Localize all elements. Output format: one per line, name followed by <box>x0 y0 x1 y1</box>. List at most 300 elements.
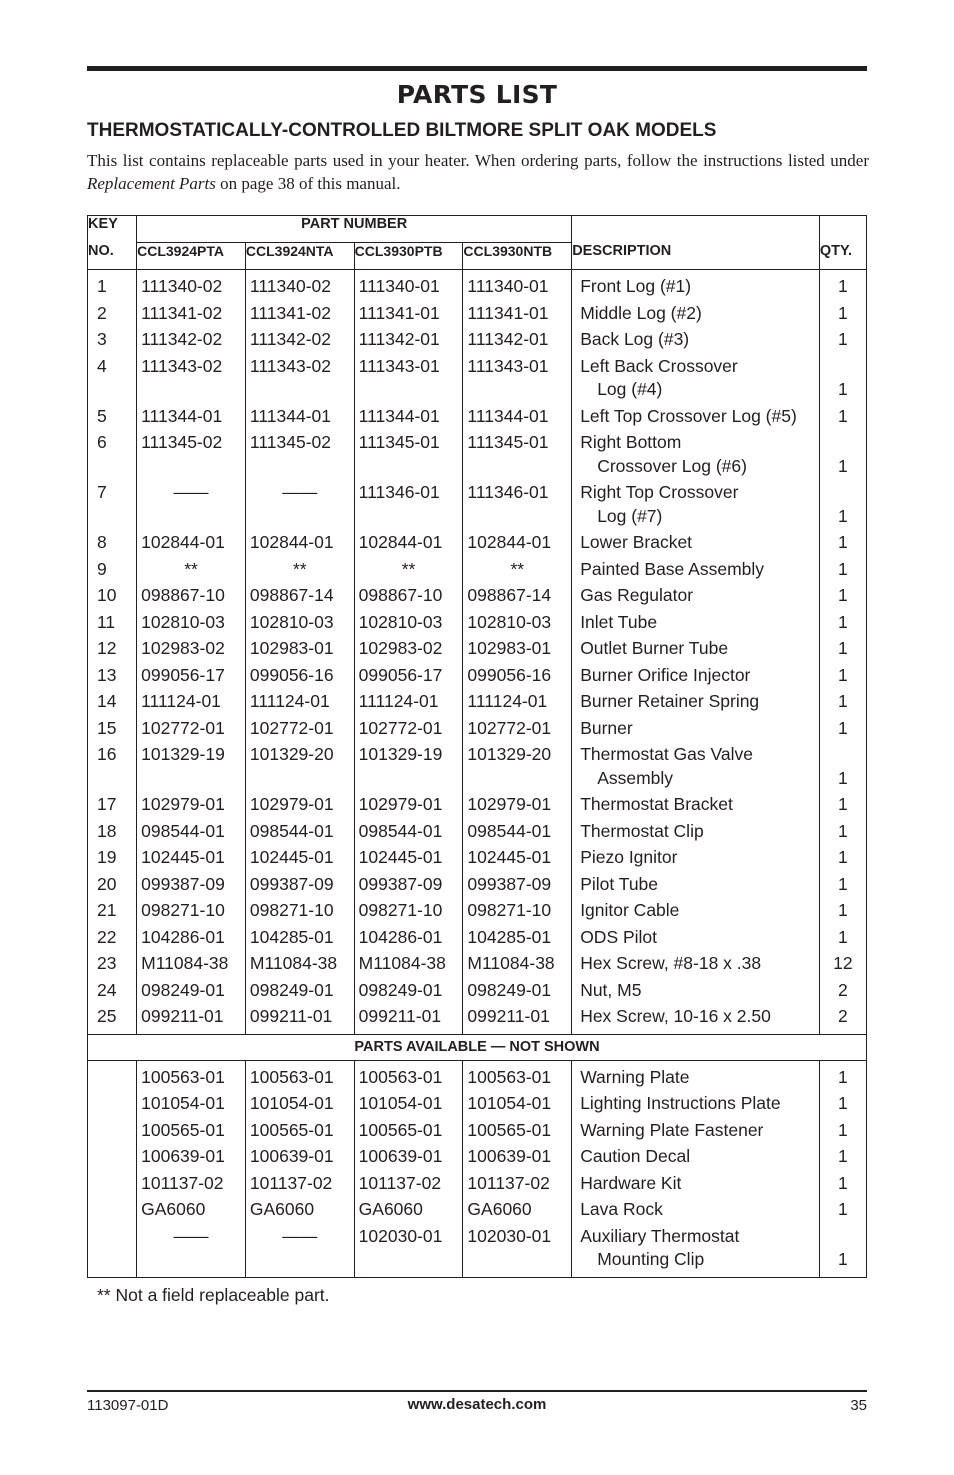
key-number-cell: 2 <box>88 300 137 327</box>
part-number-cell: M11084-38 <box>463 951 572 978</box>
table-row <box>88 1197 867 1224</box>
part-number-cell: 101329-20 <box>463 742 572 792</box>
part-number-cell: 102983-02 <box>354 636 463 663</box>
description-line: Ignitor Cable <box>580 900 680 920</box>
part-number-cell: 102844-01 <box>137 530 246 557</box>
table-row <box>88 583 867 610</box>
description-cell <box>572 1060 820 1091</box>
quantity-cell: 1 <box>819 792 866 819</box>
qty-header: QTY. <box>819 243 866 270</box>
quantity-cell: 1 <box>819 353 866 403</box>
part-number-cell: 111342-02 <box>245 327 354 354</box>
part-number-cell: GA6060 <box>137 1197 246 1224</box>
part-number-cell: 102445-01 <box>245 845 354 872</box>
key-number-cell: 1 <box>88 270 137 301</box>
part-number-cell: 102844-01 <box>245 530 354 557</box>
key-number-cell: 5 <box>88 403 137 430</box>
description-cell <box>572 556 820 583</box>
part-number-cell: 104285-01 <box>463 924 572 951</box>
part-number-cell: 100563-01 <box>137 1060 246 1091</box>
part-number-cell: 111340-01 <box>463 270 572 301</box>
table-row <box>88 951 867 978</box>
key-number-cell: 14 <box>88 689 137 716</box>
part-number-cell: 098249-01 <box>463 977 572 1004</box>
key-number-cell: 11 <box>88 609 137 636</box>
part-number-cell: ** <box>137 556 246 583</box>
description-line: Warning Plate <box>580 1066 690 1087</box>
description-line: Lighting Instructions Plate <box>580 1093 781 1113</box>
key-number-cell: 13 <box>88 662 137 689</box>
description-cell <box>572 1197 820 1224</box>
quantity-cell: 1 <box>819 403 866 430</box>
part-number-cell: —— <box>137 1223 246 1277</box>
part-number-cell: 111124-01 <box>463 689 572 716</box>
quantity-cell: 1 <box>819 1197 866 1224</box>
table-row <box>88 480 867 530</box>
part-number-cell: 111342-02 <box>137 327 246 354</box>
table-row <box>88 792 867 819</box>
description-line: Hardware Kit <box>580 1172 682 1193</box>
description-cell <box>572 480 820 530</box>
key-number-cell <box>88 1197 137 1224</box>
table-row <box>88 977 867 1004</box>
part-number-cell: 111345-02 <box>245 430 354 480</box>
part-number-cell: 111345-01 <box>354 430 463 480</box>
quantity-cell: 2 <box>819 1004 866 1035</box>
part-number-cell: 104285-01 <box>245 924 354 951</box>
quantity-cell: 1 <box>819 430 866 480</box>
part-number-cell: 098544-01 <box>137 818 246 845</box>
part-number-cell: 099211-01 <box>463 1004 572 1035</box>
table-row <box>88 353 867 403</box>
model-header: CCL3924PTA <box>137 243 246 270</box>
quantity-cell: 1 <box>819 270 866 301</box>
description-cell <box>572 403 820 430</box>
key-number-cell: 21 <box>88 898 137 925</box>
description-cell <box>572 951 820 978</box>
table-row <box>88 1223 867 1277</box>
table-row <box>88 530 867 557</box>
part-number-cell: 100563-01 <box>245 1060 354 1091</box>
part-number-cell: 111342-01 <box>354 327 463 354</box>
key-number-cell: 17 <box>88 792 137 819</box>
footnote: ** Not a field replaceable part. <box>97 1285 330 1305</box>
part-number-cell: 098867-10 <box>137 583 246 610</box>
key-number-cell <box>88 1170 137 1197</box>
key-number-cell: 10 <box>88 583 137 610</box>
not-shown-section-label: PARTS AVAILABLE — NOT SHOWN <box>88 1034 867 1060</box>
part-number-cell: 098867-14 <box>245 583 354 610</box>
quantity-cell: 1 <box>819 530 866 557</box>
table-row <box>88 403 867 430</box>
quantity-cell: 1 <box>819 715 866 742</box>
part-number-cell: M11084-38 <box>245 951 354 978</box>
table-row <box>88 1144 867 1171</box>
quantity-cell: 1 <box>819 1091 866 1118</box>
part-number-cell: 111342-01 <box>463 327 572 354</box>
part-number-cell: 111346-01 <box>354 480 463 530</box>
part-number-cell: 102810-03 <box>137 609 246 636</box>
key-number-cell <box>88 1060 137 1091</box>
part-number-cell: 101329-19 <box>354 742 463 792</box>
quantity-cell: 1 <box>819 662 866 689</box>
description-cell <box>572 977 820 1004</box>
key-number-cell: 19 <box>88 845 137 872</box>
part-number-cell: 111341-01 <box>463 300 572 327</box>
description-line: Left Back Crossover <box>580 355 738 376</box>
description-line: Inlet Tube <box>580 611 658 632</box>
part-number-cell: 100639-01 <box>354 1144 463 1171</box>
part-number-cell: 100563-01 <box>354 1060 463 1091</box>
description-cell <box>572 742 820 792</box>
part-number-cell: 102030-01 <box>463 1223 572 1277</box>
key-number-cell: 6 <box>88 430 137 480</box>
table-row <box>88 662 867 689</box>
part-number-cell: 100639-01 <box>245 1144 354 1171</box>
part-number-cell: —— <box>137 480 246 530</box>
part-number-cell: 098544-01 <box>245 818 354 845</box>
description-line: Back Log (#3) <box>580 329 690 349</box>
part-number-cell: 111344-01 <box>354 403 463 430</box>
key-number-cell: 24 <box>88 977 137 1004</box>
part-number-cell: ** <box>245 556 354 583</box>
description-line: Thermostat Clip <box>580 820 704 841</box>
description-line: Left Top Crossover Log (#5) <box>580 405 797 426</box>
description-line: Right Top Crossover <box>580 482 739 502</box>
description-header-top <box>572 216 820 243</box>
model-header: CCL3930NTB <box>463 243 572 270</box>
table-row <box>88 1004 867 1035</box>
quantity-cell: 1 <box>819 556 866 583</box>
description-line: Piezo Ignitor <box>580 847 678 867</box>
part-number-cell: 102772-01 <box>354 715 463 742</box>
description-cell <box>572 327 820 354</box>
part-number-cell: 098271-10 <box>245 898 354 925</box>
key-number-cell: 16 <box>88 742 137 792</box>
key-number-cell: 4 <box>88 353 137 403</box>
key-number-cell: 7 <box>88 480 137 530</box>
part-number-cell: 101137-02 <box>354 1170 463 1197</box>
page-number: 35 <box>850 1397 867 1414</box>
part-number-cell: 098271-10 <box>463 898 572 925</box>
model-header: CCL3930PTB <box>354 243 463 270</box>
part-number-cell: ** <box>463 556 572 583</box>
description-cell <box>572 1091 820 1118</box>
intro-text-end: on page 38 of this manual. <box>215 174 401 193</box>
quantity-cell: 1 <box>819 609 866 636</box>
not-shown-rows <box>88 1060 867 1277</box>
part-number-cell: 111345-01 <box>463 430 572 480</box>
part-number-cell: 099211-01 <box>354 1004 463 1035</box>
website-link[interactable]: www.desatech.com <box>407 1396 547 1413</box>
description-cell <box>572 792 820 819</box>
quantity-cell: 1 <box>819 689 866 716</box>
part-number-cell: 101137-02 <box>245 1170 354 1197</box>
top-rule <box>87 66 867 71</box>
part-number-cell: 102810-03 <box>354 609 463 636</box>
part-number-cell: M11084-38 <box>137 951 246 978</box>
key-header: KEY <box>88 216 137 243</box>
part-number-cell: 111340-02 <box>137 270 246 301</box>
part-number-cell: 102772-01 <box>137 715 246 742</box>
part-number-cell: 111344-01 <box>245 403 354 430</box>
description-line: Pilot Tube <box>580 873 659 894</box>
part-number-cell: M11084-38 <box>354 951 463 978</box>
quantity-cell: 1 <box>819 327 866 354</box>
part-number-cell: 111345-02 <box>137 430 246 480</box>
part-number-cell: 099387-09 <box>354 871 463 898</box>
quantity-cell: 1 <box>819 845 866 872</box>
description-line: Thermostat Bracket <box>580 794 733 814</box>
part-number-cell: 099387-09 <box>463 871 572 898</box>
part-number-cell: 111124-01 <box>354 689 463 716</box>
part-number-cell: 098271-10 <box>137 898 246 925</box>
description-line: Hex Screw, 10-16 x 2.50 <box>580 1006 771 1026</box>
part-number-cell: 104286-01 <box>137 924 246 951</box>
part-number-cell: 102979-01 <box>463 792 572 819</box>
description-line: Front Log (#1) <box>580 276 692 296</box>
key-number-cell: 15 <box>88 715 137 742</box>
description-line: Caution Decal <box>580 1146 691 1166</box>
description-line: Log (#7) <box>597 505 663 526</box>
section-subtitle: THERMOSTATICALLY-CONTROLLED BILTMORE SPLIT OAK MODELS <box>87 120 717 141</box>
description-line: ODS Pilot <box>580 926 658 947</box>
part-number-cell: 102445-01 <box>354 845 463 872</box>
table-row <box>88 689 867 716</box>
description-line: Lower Bracket <box>580 532 693 552</box>
description-cell <box>572 818 820 845</box>
quantity-cell: 1 <box>819 636 866 663</box>
quantity-cell: 1 <box>819 1060 866 1091</box>
part-number-cell: 099387-09 <box>137 871 246 898</box>
key-number-cell <box>88 1144 137 1171</box>
qty-header-top <box>819 216 866 243</box>
part-number-cell: 102979-01 <box>354 792 463 819</box>
description-line: Burner <box>580 717 633 738</box>
parts-table <box>87 215 867 1278</box>
part-number-cell: 100565-01 <box>354 1117 463 1144</box>
part-number-cell: 111341-01 <box>354 300 463 327</box>
quantity-cell: 2 <box>819 977 866 1004</box>
part-number-cell: 111343-01 <box>354 353 463 403</box>
table-row <box>88 1170 867 1197</box>
part-number-cell: 100563-01 <box>463 1060 572 1091</box>
part-number-cell: 102844-01 <box>354 530 463 557</box>
part-number-cell: 102979-01 <box>245 792 354 819</box>
key-number-cell <box>88 1223 137 1277</box>
description-cell <box>572 871 820 898</box>
part-number-cell: 100639-01 <box>463 1144 572 1171</box>
intro-link-text: Replacement Parts <box>87 174 216 193</box>
table-row <box>88 871 867 898</box>
quantity-cell: 1 <box>819 1170 866 1197</box>
part-number-cell: 102979-01 <box>137 792 246 819</box>
key-number-cell: 20 <box>88 871 137 898</box>
part-number-cell: 101054-01 <box>354 1091 463 1118</box>
table-row <box>88 924 867 951</box>
part-number-cell: 100639-01 <box>137 1144 246 1171</box>
description-cell <box>572 636 820 663</box>
table-row <box>88 818 867 845</box>
quantity-cell: 1 <box>819 742 866 792</box>
part-number-cell: 111343-02 <box>137 353 246 403</box>
part-number-cell: 102445-01 <box>137 845 246 872</box>
part-number-cell: GA6060 <box>354 1197 463 1224</box>
quantity-cell: 1 <box>819 871 866 898</box>
key-number-cell: 22 <box>88 924 137 951</box>
part-number-cell: 102810-03 <box>463 609 572 636</box>
table-row <box>88 715 867 742</box>
part-number-cell: 111340-01 <box>354 270 463 301</box>
table-row <box>88 300 867 327</box>
part-number-cell: 098544-01 <box>354 818 463 845</box>
part-number-cell: 111343-01 <box>463 353 572 403</box>
part-number-cell: 102983-01 <box>463 636 572 663</box>
part-number-cell: 102983-01 <box>245 636 354 663</box>
description-cell <box>572 300 820 327</box>
description-line: Middle Log (#2) <box>580 302 702 323</box>
description-cell <box>572 898 820 925</box>
table-row <box>88 1060 867 1091</box>
part-number-cell: GA6060 <box>463 1197 572 1224</box>
part-number-cell: 111124-01 <box>137 689 246 716</box>
part-number-cell: 101054-01 <box>137 1091 246 1118</box>
part-number-cell: 098867-10 <box>354 583 463 610</box>
part-number-cell: 101137-02 <box>137 1170 246 1197</box>
description-cell <box>572 1117 820 1144</box>
part-number-cell: 102810-03 <box>245 609 354 636</box>
part-number-cell: 111344-01 <box>137 403 246 430</box>
model-header: CCL3924NTA <box>245 243 354 270</box>
parts-rows <box>88 270 867 1035</box>
description-line: Burner Retainer Spring <box>580 691 760 711</box>
part-number-cell: 111344-01 <box>463 403 572 430</box>
part-number-cell: 101329-19 <box>137 742 246 792</box>
part-number-cell: 104286-01 <box>354 924 463 951</box>
part-number-cell: 111343-02 <box>245 353 354 403</box>
part-number-cell: 111341-02 <box>245 300 354 327</box>
part-number-cell: 111124-01 <box>245 689 354 716</box>
part-number-cell: 099211-01 <box>137 1004 246 1035</box>
quantity-cell: 1 <box>819 924 866 951</box>
table-row <box>88 609 867 636</box>
part-number-cell: 101054-01 <box>245 1091 354 1118</box>
description-line: Nut, M5 <box>580 979 642 1000</box>
key-number-cell <box>88 1117 137 1144</box>
description-line: Auxiliary Thermostat <box>580 1225 740 1246</box>
part-number-cell: 099056-17 <box>137 662 246 689</box>
part-number-cell: 102844-01 <box>463 530 572 557</box>
part-number-header: PART NUMBER <box>137 216 572 243</box>
table-row <box>88 1091 867 1118</box>
quantity-cell: 1 <box>819 818 866 845</box>
description-line: Log (#4) <box>597 379 663 399</box>
part-number-cell: 111340-02 <box>245 270 354 301</box>
part-number-cell: 111341-02 <box>137 300 246 327</box>
quantity-cell: 1 <box>819 583 866 610</box>
part-number-cell: 102445-01 <box>463 845 572 872</box>
description-line: Mounting Clip <box>597 1249 705 1269</box>
part-number-cell: 102772-01 <box>245 715 354 742</box>
key-number-cell: 3 <box>88 327 137 354</box>
description-cell <box>572 1144 820 1171</box>
quantity-cell: 12 <box>819 951 866 978</box>
table-row <box>88 430 867 480</box>
part-number-cell: 098867-14 <box>463 583 572 610</box>
table-row <box>88 845 867 872</box>
description-cell <box>572 689 820 716</box>
part-number-cell: 098544-01 <box>463 818 572 845</box>
part-number-cell: 101054-01 <box>463 1091 572 1118</box>
table-row <box>88 270 867 301</box>
description-cell <box>572 583 820 610</box>
part-number-cell: 100565-01 <box>463 1117 572 1144</box>
description-line: Thermostat Gas Valve <box>580 744 753 764</box>
description-line: Burner Orifice Injector <box>580 664 751 685</box>
part-number-cell: 099211-01 <box>245 1004 354 1035</box>
part-number-cell: 101137-02 <box>463 1170 572 1197</box>
description-cell <box>572 1170 820 1197</box>
description-cell <box>572 715 820 742</box>
page-title: PARTS LIST <box>396 80 558 109</box>
quantity-cell: 1 <box>819 898 866 925</box>
part-number-cell: 098249-01 <box>137 977 246 1004</box>
part-number-cell: 098249-01 <box>354 977 463 1004</box>
quantity-cell: 1 <box>819 480 866 530</box>
intro-paragraph <box>87 149 869 195</box>
part-number-cell: GA6060 <box>245 1197 354 1224</box>
key-number-cell: 25 <box>88 1004 137 1035</box>
part-number-cell: 111346-01 <box>463 480 572 530</box>
description-cell <box>572 270 820 301</box>
part-number-cell: 102772-01 <box>463 715 572 742</box>
key-number-cell: 8 <box>88 530 137 557</box>
description-line: Lava Rock <box>580 1199 663 1219</box>
description-cell <box>572 845 820 872</box>
part-number-cell: 100565-01 <box>137 1117 246 1144</box>
table-row <box>88 742 867 792</box>
table-row <box>88 636 867 663</box>
description-cell <box>572 924 820 951</box>
part-number-cell: 102030-01 <box>354 1223 463 1277</box>
description-line: Warning Plate Fastener <box>580 1119 764 1140</box>
key-no-header: NO. <box>88 243 137 270</box>
table-row <box>88 556 867 583</box>
part-number-cell: 099056-16 <box>245 662 354 689</box>
part-number-cell: —— <box>245 480 354 530</box>
part-number-cell: 102983-02 <box>137 636 246 663</box>
description-line: Outlet Burner Tube <box>580 638 729 658</box>
key-number-cell: 18 <box>88 818 137 845</box>
description-header: DESCRIPTION <box>572 243 820 270</box>
document-number: 113097-01D <box>87 1397 169 1414</box>
description-cell <box>572 1223 820 1277</box>
description-cell <box>572 609 820 636</box>
quantity-cell: 1 <box>819 300 866 327</box>
quantity-cell: 1 <box>819 1223 866 1277</box>
part-number-cell: 100565-01 <box>245 1117 354 1144</box>
key-number-cell: 12 <box>88 636 137 663</box>
part-number-cell: 098249-01 <box>245 977 354 1004</box>
table-row <box>88 1117 867 1144</box>
intro-text-start: This list contains replaceable parts used in your heater. When ordering parts, follow the instructions listed under <box>87 151 869 170</box>
description-line: Right Bottom <box>580 432 682 452</box>
key-number-cell <box>88 1091 137 1118</box>
part-number-cell: 099387-09 <box>245 871 354 898</box>
description-cell <box>572 662 820 689</box>
part-number-cell: ** <box>354 556 463 583</box>
quantity-cell: 1 <box>819 1144 866 1171</box>
